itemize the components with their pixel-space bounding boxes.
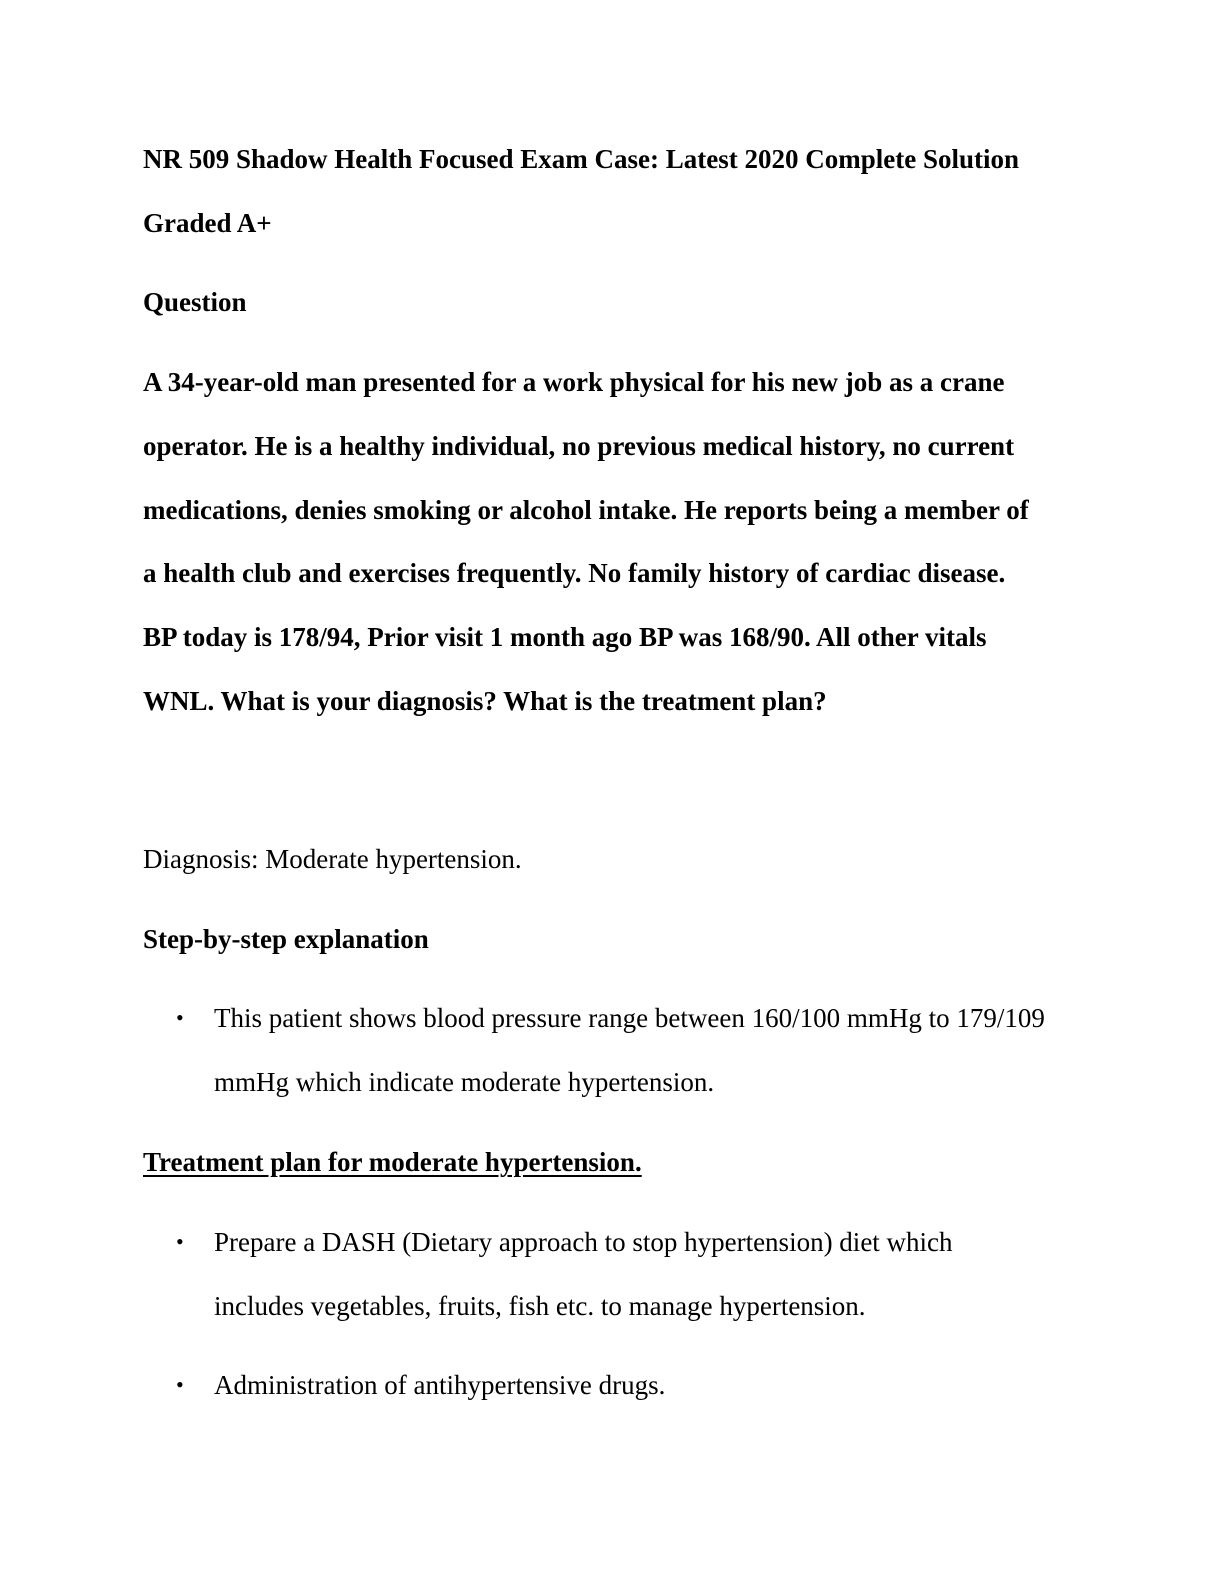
question-text-line: medications, denies smoking or alcohol intake. He reports being a member of [143, 495, 1029, 525]
question-text-line: BP today is 178/94, Prior visit 1 month ago BP was 168/90. All other vitals [143, 622, 987, 652]
question-text-line: operator. He is a healthy individual, no previous medical history, no current [143, 431, 1015, 461]
treatment-heading: Treatment plan for moderate hypertension. [143, 1147, 642, 1177]
bullet-icon: • [176, 1372, 184, 1397]
question-text-line: a health club and exercises frequently. No family history of cardiac disease. [143, 558, 1006, 588]
bullet-icon: • [176, 1229, 184, 1254]
diagnosis-text: Diagnosis: Moderate hypertension. [143, 844, 522, 874]
bullet-text-line: includes vegetables, fruits, fish etc. to manage hypertension. [214, 1291, 866, 1321]
question-text-line: A 34-year-old man presented for a work physical for his new job as a crane [143, 367, 1005, 397]
bullet-text-line: mmHg which indicate moderate hypertension. [214, 1067, 715, 1097]
document-title-line-2: Graded A+ [143, 208, 272, 238]
question-heading: Question [143, 287, 247, 317]
bullet-text-line: Prepare a DASH (Dietary approach to stop hypertension) diet which [214, 1227, 953, 1257]
question-text-line: WNL. What is your diagnosis? What is the treatment plan? [143, 686, 827, 716]
bullet-text-line: Administration of antihypertensive drugs. [214, 1370, 666, 1400]
bullet-icon: • [176, 1005, 184, 1030]
bullet-text-line: This patient shows blood pressure range between 160/100 mmHg to 179/109 [214, 1003, 1045, 1033]
document-title-line-1: NR 509 Shadow Health Focused Exam Case: Latest 2020 Complete Solution [143, 144, 1020, 174]
explanation-heading: Step-by-step explanation [143, 924, 429, 954]
